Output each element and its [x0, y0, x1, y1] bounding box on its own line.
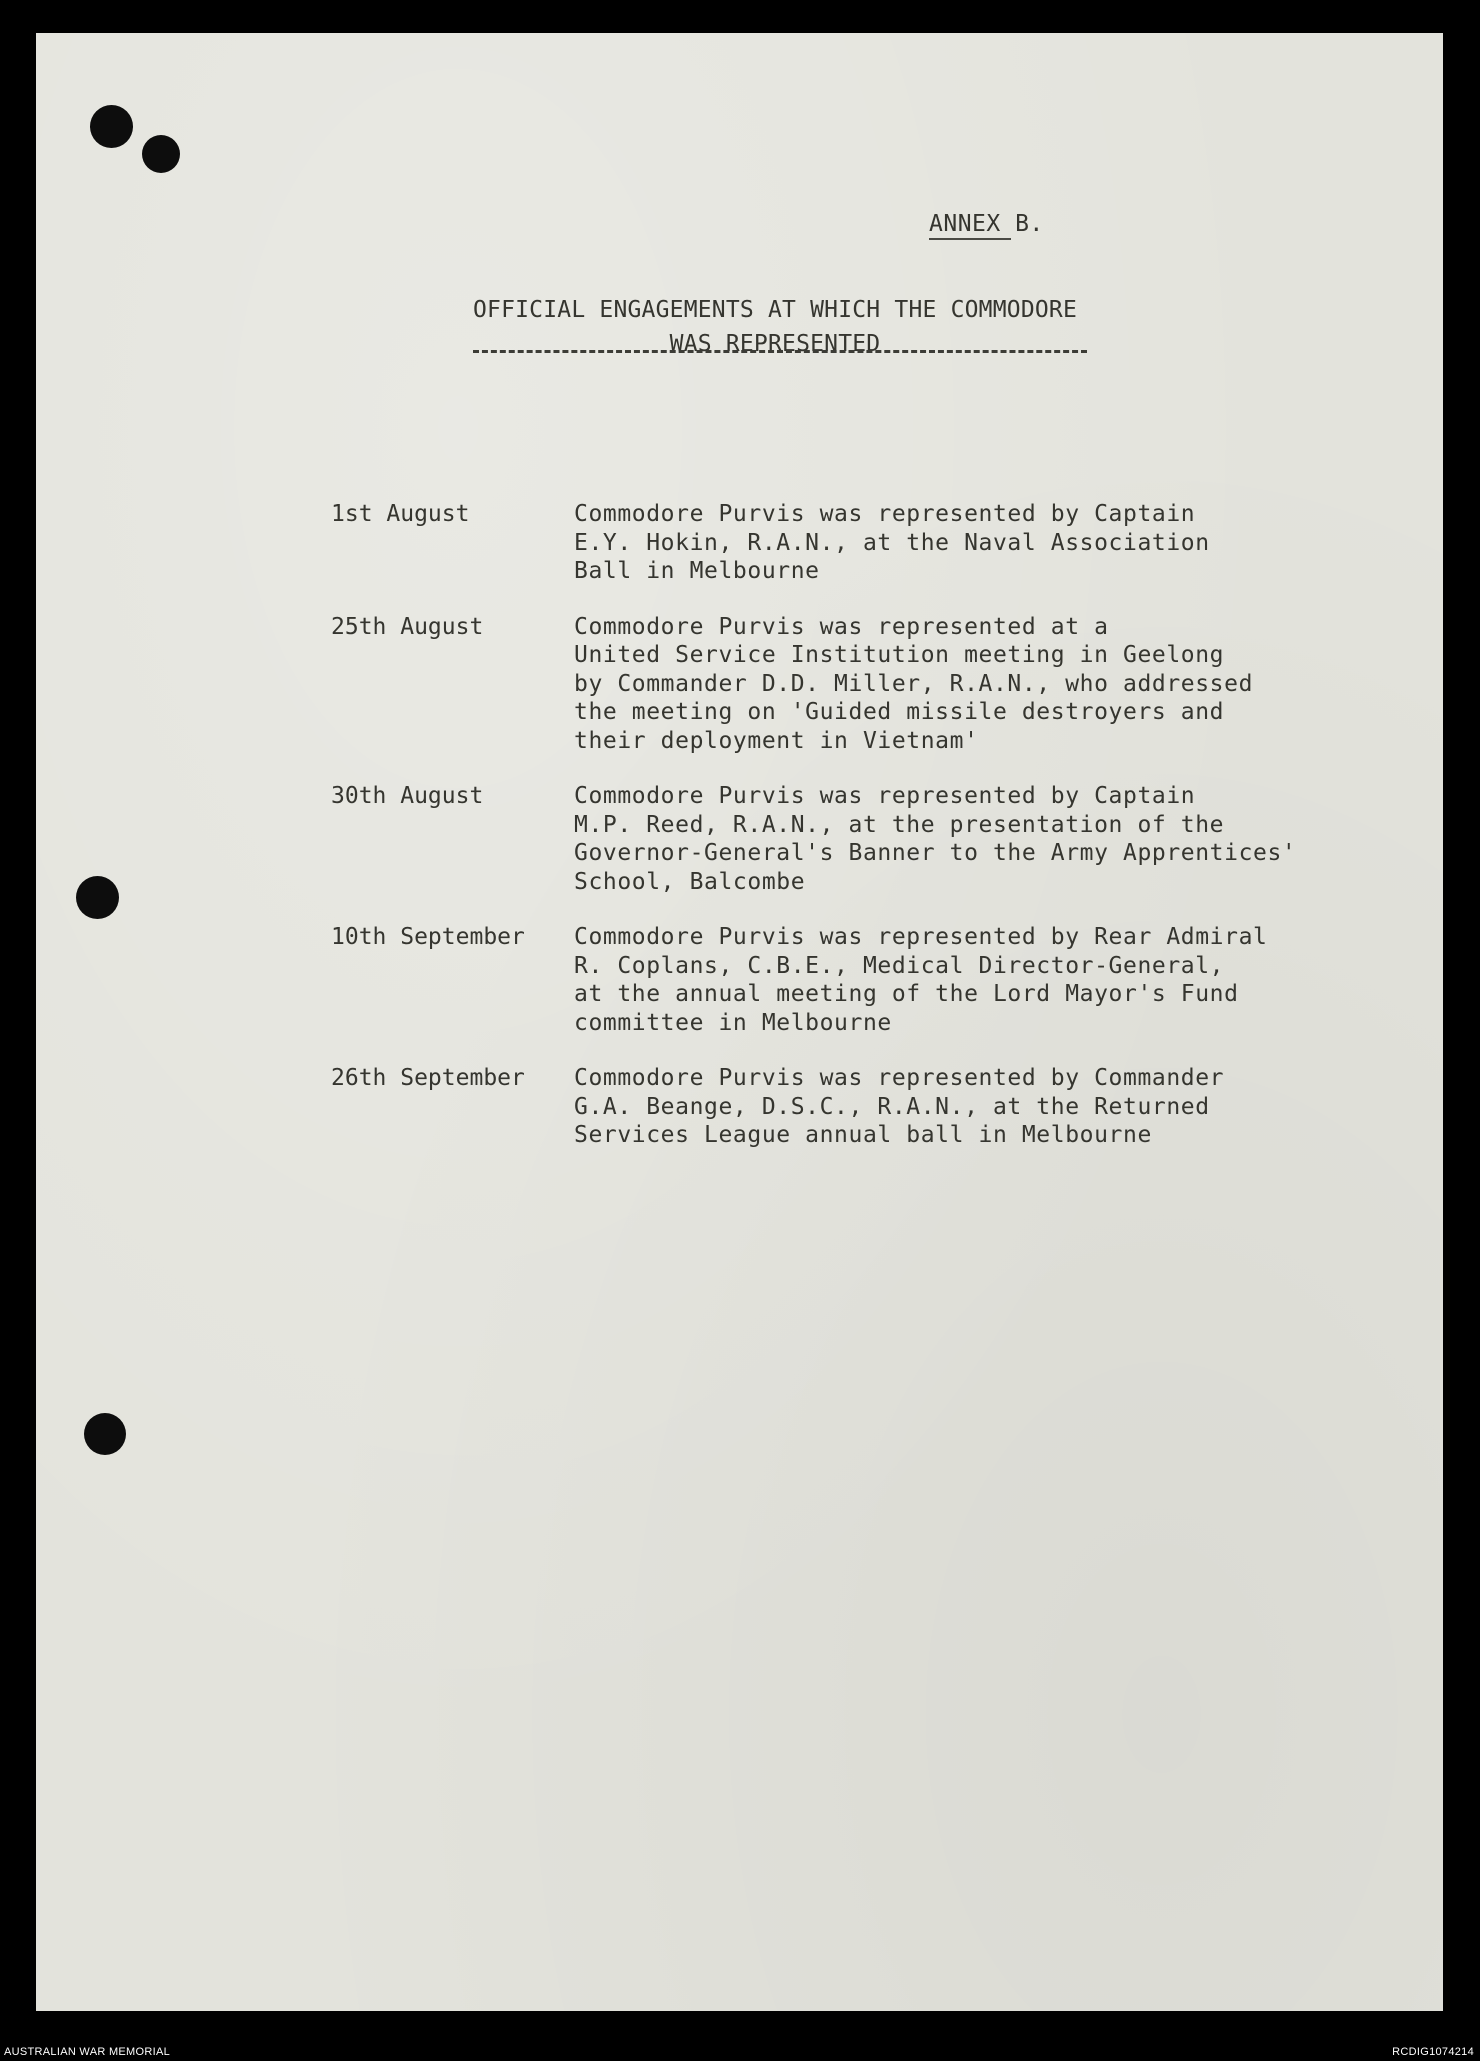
engagement-entry [331, 1064, 1331, 1150]
entry-line: committee in Melbourne [574, 1009, 892, 1036]
entry-line: Commodore Purvis was represented by Rear Admiral [574, 924, 1268, 950]
entry-line: by Commander D.D. Miller, R.A.N., who addressed [574, 670, 1254, 697]
record-id: RCDIG1074214 [1392, 2046, 1474, 2058]
entry-date: 26th September [331, 1065, 525, 1091]
punch-hole [90, 105, 133, 148]
punch-hole [142, 135, 180, 173]
title-line-2: WAS REPRESENTED [669, 331, 881, 357]
engagement-entry [331, 923, 1331, 1037]
entry-line: at the annual meeting of the Lord Mayor's Fund [574, 981, 1239, 1007]
archive-credit: AUSTRALIAN WAR MEMORIAL [4, 2046, 171, 2058]
entry-line: School, Balcombe [574, 868, 806, 895]
punch-hole [76, 876, 119, 919]
entry-text [574, 923, 1267, 1037]
entry-text [574, 613, 1253, 756]
entry-line: the meeting on 'Guided missile destroyers and [574, 699, 1225, 725]
engagement-entry [331, 613, 1331, 756]
entry-date: 25th August [331, 613, 484, 640]
entry-date: 10th September [331, 924, 525, 950]
entry-line: R. Coplans, C.B.E., Medical Director-General, [574, 952, 1225, 979]
entry-text [574, 500, 1210, 586]
engagement-entry [331, 500, 1331, 586]
entry-line: Commodore Purvis was represented by Commander [574, 1065, 1225, 1091]
entry-line: Ball in Melbourne [574, 558, 820, 584]
entry-line: Commodore Purvis was represented by Captain [574, 783, 1196, 809]
title-underline [473, 350, 1087, 353]
entry-line: G.A. Beange, D.S.C., R.A.N., at the Returned [574, 1093, 1210, 1120]
entry-text [574, 782, 1296, 896]
punch-hole [84, 1413, 126, 1455]
entry-text [574, 1064, 1224, 1150]
annex-underline [929, 238, 1011, 240]
document-page [36, 33, 1443, 2011]
entry-date: 30th August [331, 783, 484, 809]
engagement-list [331, 500, 1331, 1177]
annex-label: ANNEX B. [929, 211, 1044, 237]
entry-line: Governor-General's Banner to the Army Apprentices' [574, 840, 1297, 866]
entry-line: M.P. Reed, R.A.N., at the presentation of the [574, 811, 1225, 838]
entry-line: Commodore Purvis was represented at a [574, 613, 1109, 640]
entry-line: Commodore Purvis was represented by Captain [574, 501, 1196, 527]
title-line-1: OFFICIAL ENGAGEMENTS AT WHICH THE COMMODORE [472, 297, 1078, 323]
entry-line: Services League annual ball in Melbourne [574, 1122, 1152, 1148]
entry-date: 1st August [331, 501, 470, 527]
entry-line: their deployment in Vietnam' [574, 727, 979, 754]
engagement-entry [331, 782, 1331, 896]
entry-line: United Service Institution meeting in Geelong [574, 642, 1225, 668]
entry-line: E.Y. Hokin, R.A.N., at the Naval Association [574, 529, 1210, 556]
